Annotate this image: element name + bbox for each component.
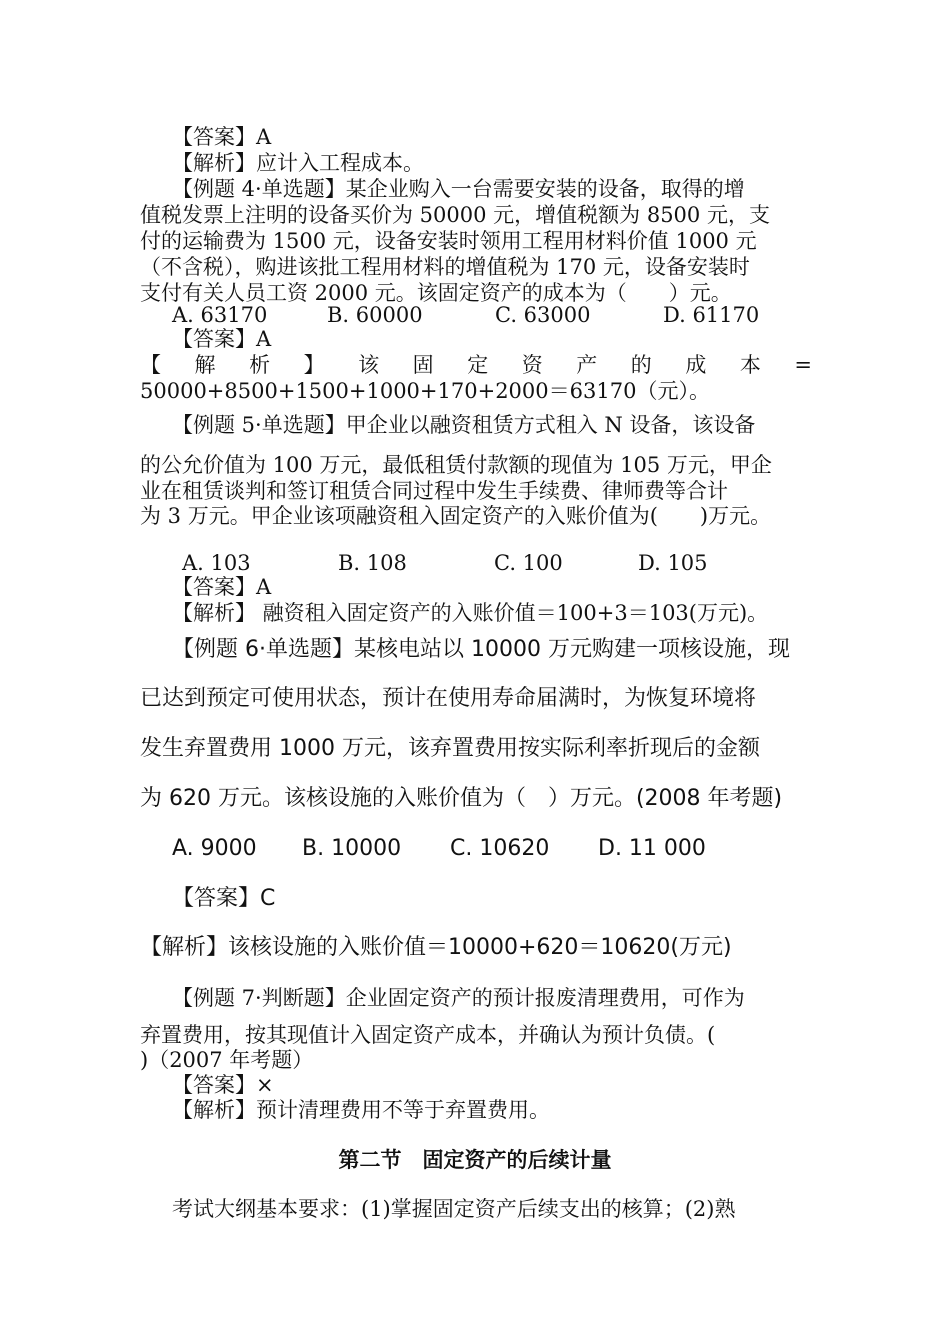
option-d: D. 11 000 xyxy=(598,836,706,861)
option-a: A. 63170 xyxy=(172,303,268,327)
question-6-stem: 已达到预定可使用状态，预计在使用寿命届满时，为恢复环境将 xyxy=(140,686,757,711)
question-7-stem: 【例题 7·判断题】企业固定资产的预计报废清理费用，可作为 xyxy=(172,986,745,1010)
option-c: C. 100 xyxy=(494,551,563,575)
section-title: 第二节 固定资产的后续计量 xyxy=(338,1148,612,1172)
answer-line: 【答案】C xyxy=(172,886,276,911)
question-6-stem: 为 620 万元。该核设施的入账价值为（ ）万元。(2008 年考题) xyxy=(140,786,783,811)
question-5-stem: 为 3 万元。甲企业该项融资租入固定资产的入账价值为( )万元。 xyxy=(140,504,772,528)
analysis-line: 【解析】预计清理费用不等于弃置费用。 xyxy=(172,1098,550,1122)
question-5-stem: 业在租赁谈判和签订租赁合同过程中发生手续费、律师费等合计 xyxy=(140,479,728,503)
question-6-stem: 发生弃置费用 1000 万元，该弃置费用按实际利率折现后的金额 xyxy=(140,736,760,761)
question-5-stem: 【例题 5·单选题】甲企业以融资租赁方式租入 N 设备，该设备 xyxy=(172,413,756,437)
option-c: C. 63000 xyxy=(495,303,591,327)
analysis-line: 50000+8500+1500+1000+170+2000＝63170（元）。 xyxy=(140,379,710,403)
question-5-options xyxy=(182,550,822,576)
analysis-line: 【解析】应计入工程成本。 xyxy=(172,151,424,175)
option-b: B. 60000 xyxy=(327,303,423,327)
analysis-line: 【 解 析 】 该 固 定 资 产 的 成 本 = xyxy=(140,353,812,377)
question-4-stem: 付的运输费为 1500 元，设备安装时领用工程用材料价值 1000 元 xyxy=(140,229,757,253)
option-b: B. 108 xyxy=(338,551,407,575)
answer-line: 【答案】A xyxy=(172,125,272,149)
option-b: B. 10000 xyxy=(302,836,402,861)
answer-line: 【答案】A xyxy=(172,327,272,351)
question-4-options xyxy=(172,302,812,328)
analysis-line: 【解析】该核设施的入账价值＝10000+620＝10620(万元) xyxy=(140,935,732,960)
syllabus-line: 考试大纲基本要求：(1)掌握固定资产后续支出的核算；(2)熟 xyxy=(172,1197,736,1221)
question-4-stem: 值税发票上注明的设备买价为 50000 元，增值税额为 8500 元，支 xyxy=(140,203,770,227)
option-a: A. 103 xyxy=(182,551,251,575)
analysis-line: 【解析】 融资租入固定资产的入账价值＝100+3＝103(万元)。 xyxy=(172,601,769,625)
question-4-stem: 【例题 4·单选题】某企业购入一台需要安装的设备，取得的增 xyxy=(172,177,745,201)
option-d: D. 61170 xyxy=(663,303,760,327)
option-d: D. 105 xyxy=(638,551,708,575)
question-4-stem: 支付有关人员工资 2000 元。该固定资产的成本为（ ）元。 xyxy=(140,281,732,305)
question-7-stem: )（2007 年考题） xyxy=(140,1048,314,1072)
option-a: A. 9000 xyxy=(172,836,257,861)
question-6-options xyxy=(172,836,812,862)
question-7-stem: 弃置费用，按其现值计入固定资产成本，并确认为预计负债。( xyxy=(140,1023,716,1047)
answer-line: 【答案】A xyxy=(172,575,272,599)
question-5-stem: 的公允价值为 100 万元，最低租赁付款额的现值为 105 万元，甲企 xyxy=(140,453,772,477)
question-4-stem: （不含税），购进该批工程用材料的增值税为 170 元，设备安装时 xyxy=(140,255,750,279)
question-6-stem: 【例题 6·单选题】某核电站以 10000 万元购建一项核设施，现 xyxy=(172,637,790,662)
option-c: C. 10620 xyxy=(450,836,550,861)
answer-line: 【答案】× xyxy=(172,1073,274,1097)
